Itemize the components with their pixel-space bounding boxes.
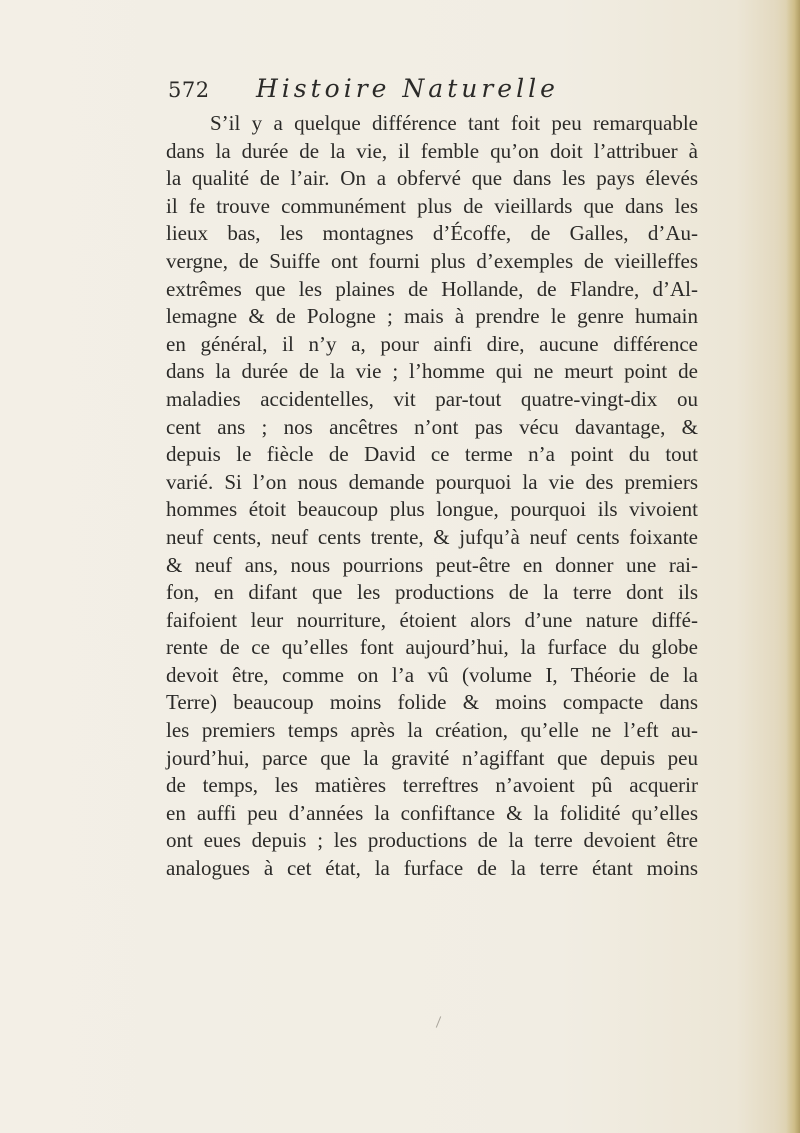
text-line: faifoient leur nourriture, étoient alors d’une nature diffé- (166, 607, 698, 632)
text-line: la qualité de l’air. On a obfervé que dans les pays élevés (166, 166, 698, 191)
text-line: en auffi peu d’années la confiftance & la folidité qu’elles (166, 800, 698, 825)
text-line: les premiers temps après la création, qu’elle ne l’eft au- (166, 718, 698, 743)
text-line: lemagne & de Pologne ; mais à prendre le genre humain (166, 304, 698, 329)
text-line: varié. Si l’on nous demande pourquoi la vie des premiers (166, 469, 698, 494)
text-line: & neuf ans, nous pourrions peut-être en donner une rai- (166, 552, 698, 577)
stray-mark (436, 1016, 441, 1028)
text-line: Terre) beaucoup moins folide & moins compacte dans (166, 690, 698, 715)
text-line: dans la durée de la vie, il femble qu’on doit l’attribuer à (166, 138, 698, 163)
text-line: lieux bas, les montagnes d’Écoffe, de Galles, d’Au- (166, 221, 698, 246)
text-line: analogues à cet état, la furface de la terre étant moins (166, 856, 698, 881)
text-line: dans la durée de la vie ; l’homme qui ne meurt point de (166, 359, 698, 384)
running-title: Histoire Naturelle (256, 74, 559, 103)
text-line: rente de ce qu’elles font aujourd’hui, la furface du globe (166, 635, 698, 660)
text-line: fon, en difant que les productions de la terre dont ils (166, 580, 698, 605)
text-line: il fe trouve communément plus de vieillards que dans les (166, 193, 698, 218)
text-line: de temps, les matières terreftres n’avoient pû acquerir (166, 773, 698, 798)
text-line: ont eues depuis ; les productions de la terre devoient être (166, 828, 698, 853)
text-line: neuf cents, neuf cents trente, & jufqu’à neuf cents foixante (166, 524, 698, 549)
text-line: extrêmes que les plaines de Hollande, de Flandre, d’Al- (166, 276, 698, 301)
page-edge (786, 0, 800, 1133)
text-line: vergne, de Suiffe ont fourni plus d’exemples de vieilleffes (166, 248, 698, 273)
text-line: depuis le fiècle de David ce terme n’a point du tout (166, 442, 698, 467)
text-line: devoit être, comme on l’a vû (volume I, Théorie de la (166, 662, 698, 687)
text-line: en général, il n’y a, pour ainfi dire, aucune différence (166, 331, 698, 356)
text-line: cent ans ; nos ancêtres n’ont pas vécu davantage, & (166, 414, 698, 439)
body-text (166, 110, 698, 883)
text-line: maladies accidentelles, vit par-tout quatre-vingt-dix ou (166, 386, 698, 411)
page-header (168, 72, 638, 112)
text-line: jourd’hui, parce que la gravité n’agiffant que depuis peu (166, 745, 698, 770)
page-number: 572 (168, 78, 210, 102)
text-line: hommes étoit beaucoup plus longue, pourquoi ils vivoient (166, 497, 698, 522)
text-line: S’il y a quelque différence tant foit peu remarquable (210, 111, 698, 135)
